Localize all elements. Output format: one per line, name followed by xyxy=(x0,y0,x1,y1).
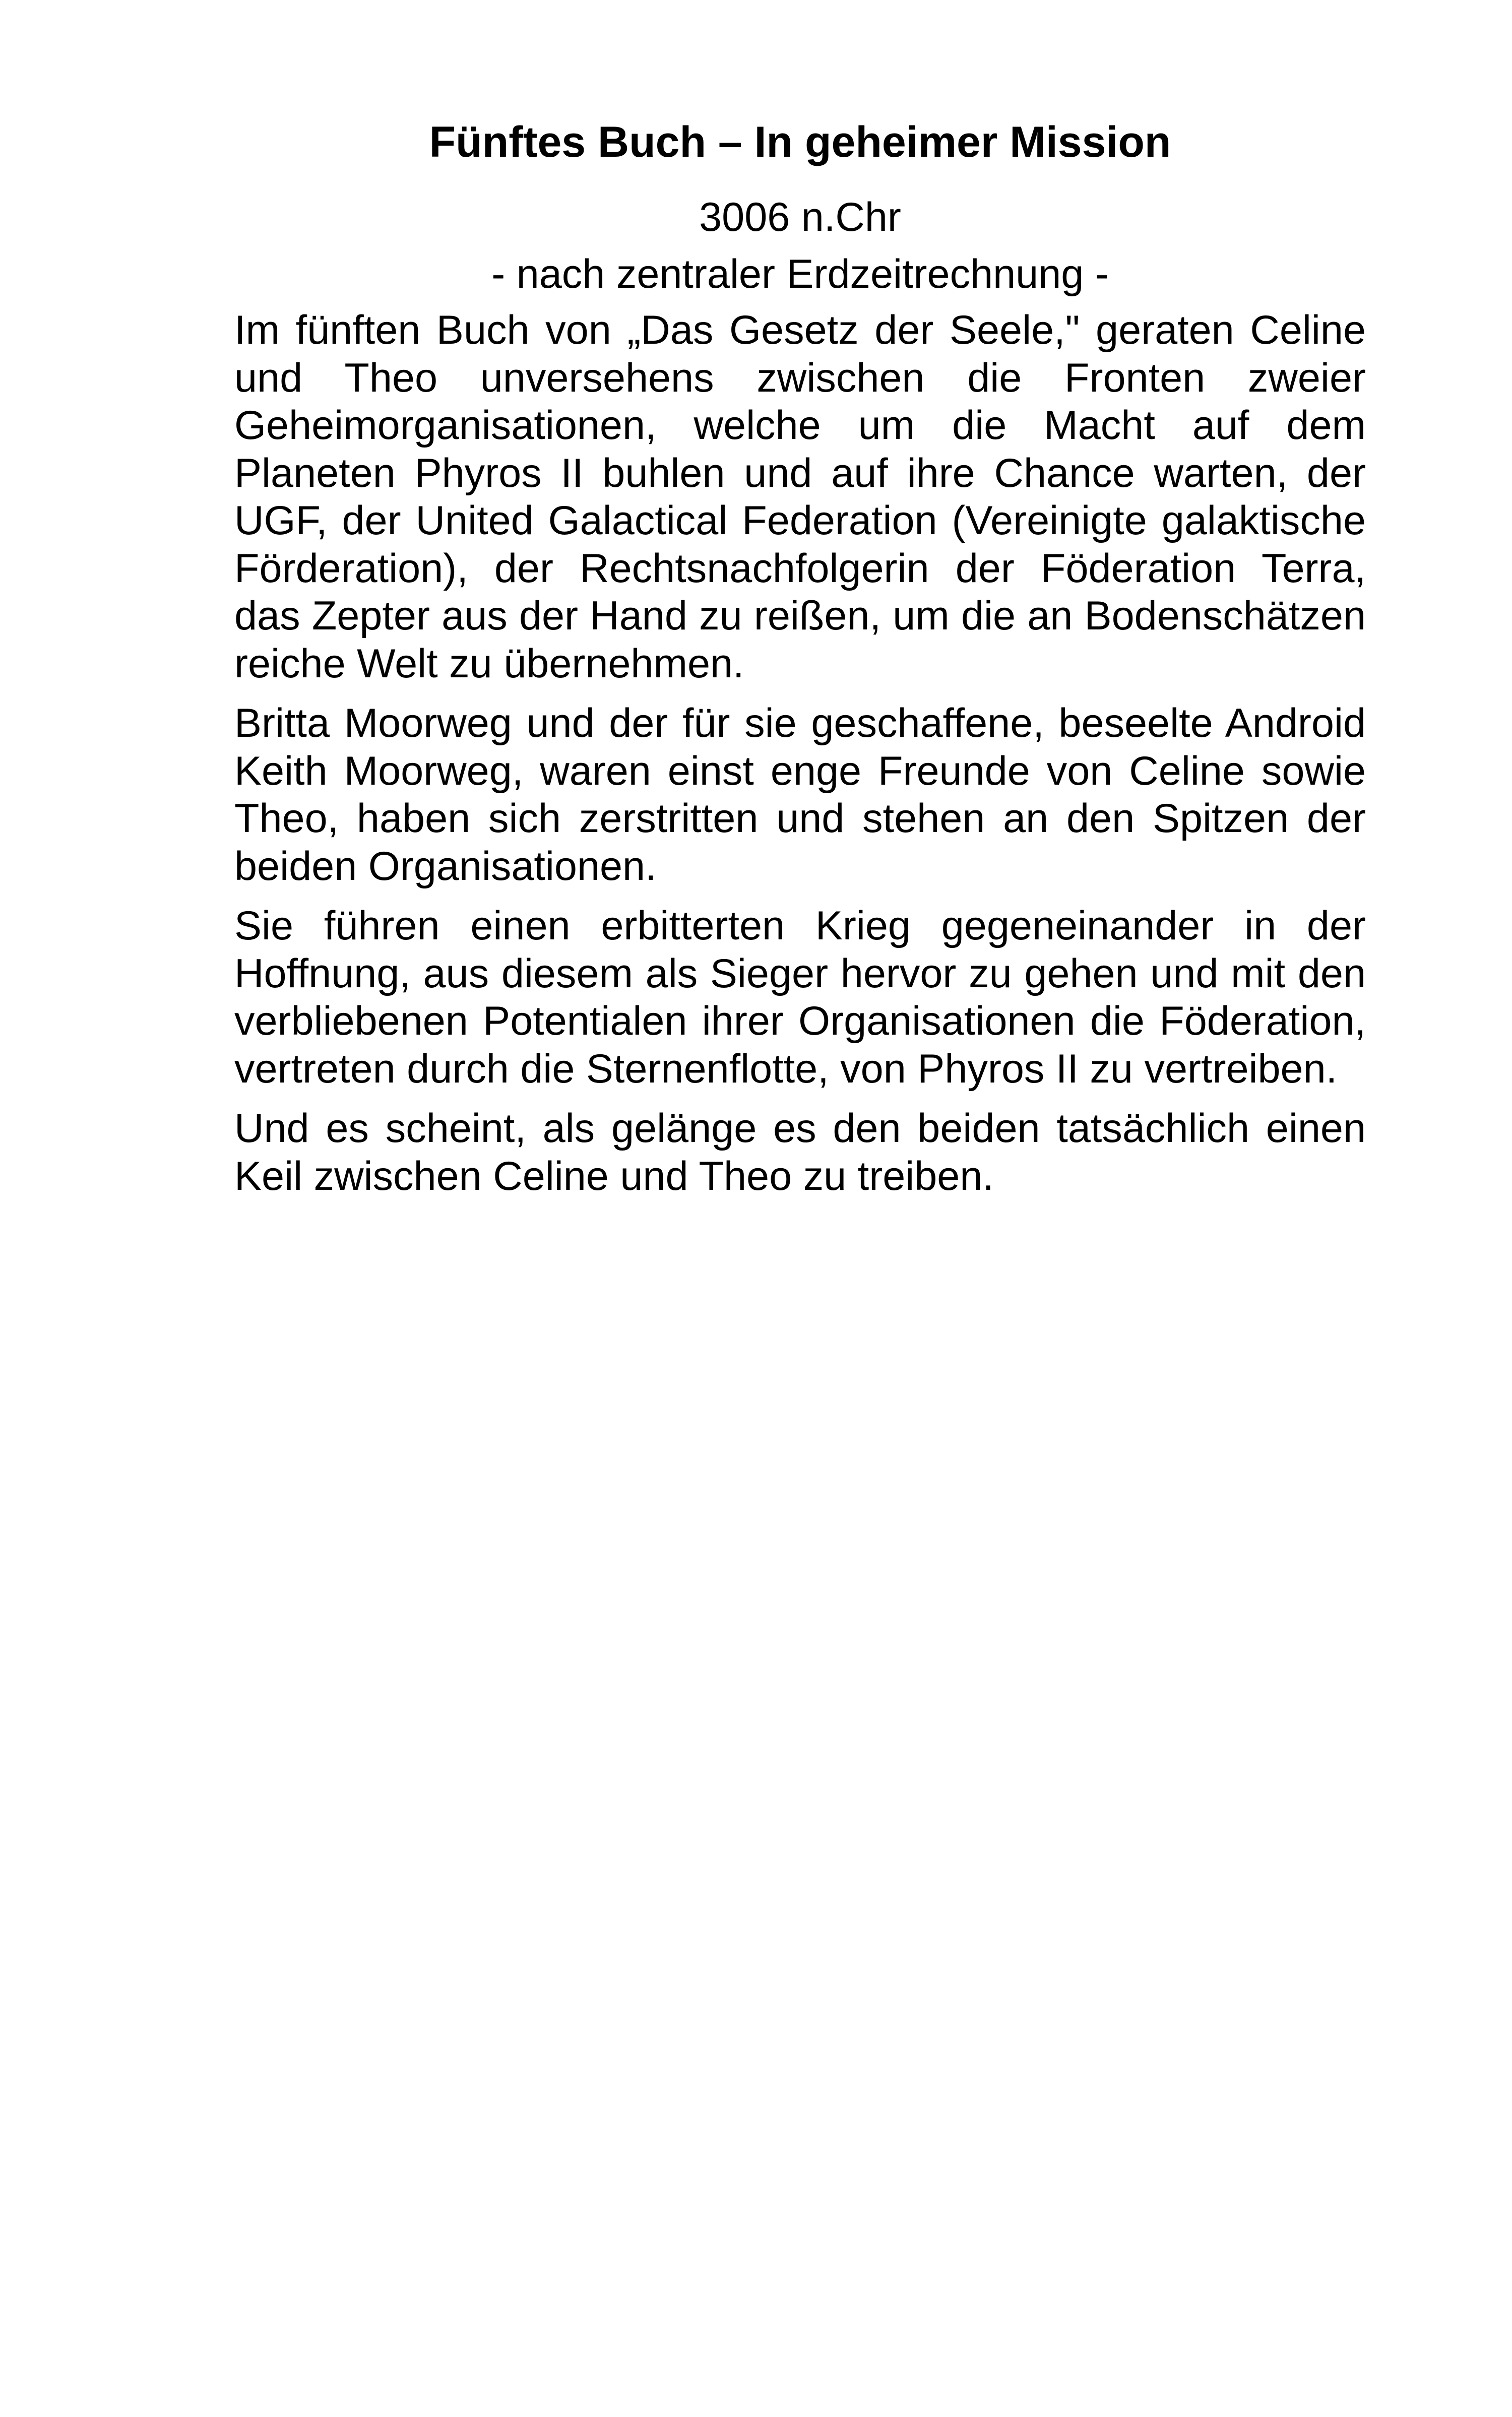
paragraph: Britta Moorweg und der für sie geschaffene, beseelte Android Keith Moorweg, waren einst enge Freunde von Celine sowie Theo, haben sich zerstritten und stehen an den Spitzen der beiden Organisationen. xyxy=(234,701,1366,889)
paragraph: Im fünften Buch von „Das Gesetz der Seele," geraten Celine und Theo unversehens zwischen die Fronten zweier Geheimorganisationen, welche um die Macht auf dem Planeten Phyros II buhlen und auf ihre Chance warten, der UGF, der United Galactical Federation (Vereinigte galaktische Förderation), der Rechtsnachfolgerin der Föderation Terra, das Zepter aus der Hand zu reißen, um die an Bodenschätzen reiche Welt zu übernehmen. xyxy=(234,307,1366,686)
subtitle-line: - nach zentraler Erdzeitrechnung - xyxy=(491,251,1109,297)
page-title: Fünftes Buch – In geheimer Mission xyxy=(429,118,1171,166)
year-line: 3006 n.Chr xyxy=(699,195,901,240)
body-text xyxy=(234,306,1366,1212)
paragraph: Sie führen einen erbitterten Krieg gegeneinander in der Hoffnung, aus diesem als Sieger hervor zu gehen und mit den verbliebenen Potentialen ihrer Organisationen die Föderation, vertreten durch die Sternenflotte, von Phyros II zu vertreiben. xyxy=(234,903,1366,1092)
paragraph: Und es scheint, als gelänge es den beiden tatsächlich einen Keil zwischen Celine und Theo zu treiben. xyxy=(234,1106,1366,1199)
